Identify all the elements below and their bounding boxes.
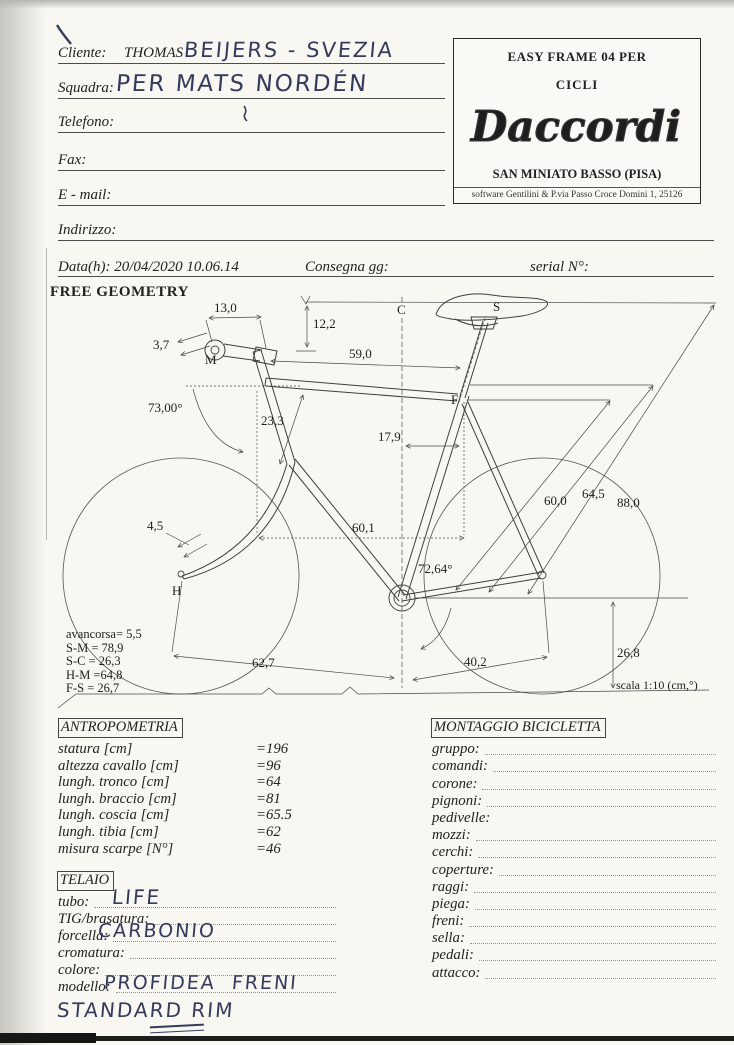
dim-head-angle: 73,00° [148, 400, 183, 415]
antro-value: =65.5 [256, 807, 292, 824]
summary-sc: S-C = 26,3 [66, 654, 121, 668]
summary-avancorsa: avancorsa= 5,5 [66, 627, 142, 641]
montaggio-row-comandi [432, 758, 716, 775]
montaggio-section [431, 718, 721, 981]
saddle [436, 294, 547, 329]
antro-label: altezza cavallo [cm] [58, 757, 179, 774]
dimension-labels [147, 300, 698, 692]
serial-label: serial N°: [530, 259, 589, 275]
field-label: Indirizzo: [58, 222, 117, 238]
telaio-label: colore: [58, 962, 101, 978]
summary-sm: S-M = 78,9 [66, 641, 124, 655]
ground-line [58, 687, 709, 708]
dotted-line [478, 856, 716, 858]
antro-value: =46 [256, 840, 281, 857]
dim-fork-rake: 4,5 [147, 518, 164, 533]
montaggio-label: pedivelle: [432, 809, 491, 826]
montaggio-row-pignoni [432, 793, 716, 810]
scan-bottom-edge-left [0, 1033, 96, 1043]
field-label: Fax: [58, 152, 87, 168]
daccordi-logo [456, 97, 696, 157]
montaggio-label: pedali: [432, 947, 474, 964]
dim-saddle-height: 64,5 [582, 486, 605, 501]
antro-label: lungh. tronco [cm] [58, 774, 170, 791]
handwriting-modello-line2: STANDARD RIM [55, 998, 236, 1022]
dim-saddle-setback: 17,9 [378, 429, 401, 444]
summary-hm: H-M =64,8 [66, 668, 123, 682]
antropometria-rows [58, 741, 338, 857]
antro-value: =96 [256, 757, 281, 774]
antro-value: =62 [256, 823, 281, 840]
antro-row [58, 774, 338, 791]
dim-top-tube: 60,1 [352, 520, 375, 535]
dim-total-diag: 88,0 [617, 495, 640, 510]
antro-row [58, 841, 338, 858]
dim-bar-drop: 12,2 [313, 316, 336, 331]
montaggio-row-sella [432, 930, 716, 947]
summary-fs: F-S = 26,7 [66, 681, 120, 695]
antro-row [58, 741, 338, 758]
montaggio-row-pedali [432, 947, 716, 964]
montaggio-row-pedivelle [432, 810, 716, 827]
antro-label: statura [cm] [58, 741, 133, 757]
scan-bottom-edge [0, 1036, 734, 1041]
scan-top-shadow [0, 0, 734, 9]
date-label: Data(h): 20/04/2020 10.06.14 [58, 259, 239, 275]
dotted-line [495, 823, 716, 824]
dim-head-tube: 23,3 [261, 413, 284, 428]
montaggio-row-freni [432, 913, 716, 930]
dotted-line [479, 959, 716, 961]
dotted-line [130, 957, 336, 959]
antro-value: =64 [256, 774, 281, 791]
point-c: C [397, 302, 406, 317]
handwriting-squadra: PER MATS NORDÉN [114, 71, 370, 97]
field-indirizzo [58, 218, 714, 241]
brand-city: SAN MINIATO BASSO (PISA) [492, 167, 662, 181]
dotted-line [469, 925, 716, 927]
montaggio-row-attacco [432, 964, 716, 981]
montaggio-label: corone: [432, 775, 478, 792]
telaio-label: tubo: [58, 894, 90, 910]
fork [182, 462, 295, 579]
dim-seat-tube: 60,0 [544, 493, 567, 508]
montaggio-row-cerchi [432, 844, 716, 861]
antro-label: lungh. coscia [cm] [58, 807, 170, 824]
antro-label: lungh. braccio [cm] [58, 790, 177, 807]
antro-row [58, 824, 338, 841]
montaggio-rows [432, 741, 716, 982]
antro-row [58, 791, 338, 808]
brand-line2: CICLI [555, 77, 599, 92]
point-s: S [493, 299, 501, 314]
dotted-line [475, 908, 716, 910]
antro-row [58, 807, 338, 824]
point-f: F [451, 392, 459, 407]
antropometria-title: ANTROPOMETRIA [58, 718, 183, 738]
telaio-row-cromatura [58, 945, 336, 962]
antro-value: =196 [256, 741, 289, 757]
scale-note: scala 1:10 (cm,°) [616, 678, 698, 692]
handwriting-modello: PROFIDEA FRENI [103, 972, 299, 994]
antro-row [58, 758, 338, 775]
montaggio-label: gruppo: [432, 741, 480, 758]
montaggio-label: piega: [432, 895, 470, 912]
telaio-title: TELAIO [57, 871, 114, 891]
telaio-label: forcella: [58, 928, 109, 944]
handwriting-tubo: LIFE [110, 885, 163, 909]
montaggio-row-coperture [432, 861, 716, 878]
montaggio-row-raggi [432, 879, 716, 896]
telaio-row-tubo [58, 894, 336, 911]
montaggio-label: sella: [432, 930, 465, 947]
montaggio-label: coperture: [432, 861, 494, 878]
montaggio-title: MONTAGGIO BICICLETTA [431, 718, 606, 738]
dotted-line [485, 977, 716, 979]
montaggio-row-gruppo [432, 741, 716, 758]
montaggio-label: freni: [432, 913, 465, 930]
montaggio-label: attacco: [432, 964, 481, 981]
daccordi-logo-text: Daccordi [470, 102, 682, 151]
montaggio-label: mozzi: [432, 827, 471, 844]
dim-stem-length: 13,0 [214, 300, 237, 315]
telaio-label: TIG/brasatura: [58, 911, 150, 927]
field-telefono [58, 110, 445, 133]
field-email [58, 183, 445, 206]
montaggio-row-mozzi [432, 827, 716, 844]
dim-front-center: 62,7 [252, 655, 275, 670]
dotted-line [487, 805, 716, 807]
dim-saddle-to-bar: 59,0 [349, 346, 372, 361]
antropometria-section [58, 718, 348, 857]
dotted-line [474, 891, 716, 893]
dim-bb-height: 26,8 [617, 645, 640, 660]
antro-label: misura scarpe [N°] [58, 840, 174, 857]
dotted-line [485, 753, 716, 755]
handwriting-forcella: CARBONIO [97, 920, 217, 942]
dotted-line [493, 770, 716, 772]
free-geometry-title: FREE GEOMETRY [50, 284, 189, 300]
montaggio-label: raggi: [432, 878, 469, 895]
dim-spacers: 3,7 [153, 337, 170, 352]
point-m: M [205, 352, 217, 367]
montaggio-row-corone [432, 775, 716, 792]
dim-seat-angle: 72,64° [418, 561, 453, 576]
brand-box [453, 38, 701, 204]
stem [223, 344, 277, 365]
rim-double-underline [150, 1024, 204, 1034]
dim-rear-center: 40,2 [464, 654, 487, 669]
telaio-label: modello: [58, 979, 111, 995]
field-label: Squadra: [58, 80, 114, 96]
geometry-summary [66, 627, 142, 695]
handwriting-cliente: BEIJERS - SVEZIA [182, 38, 396, 62]
field-label: Telefono: [58, 114, 115, 130]
telaio-label: cromatura: [58, 945, 125, 961]
montaggio-label: pignoni: [432, 792, 483, 809]
brand-line1: EASY FRAME 04 PER [507, 49, 647, 64]
field-fax [58, 148, 445, 171]
dotted-line [476, 839, 716, 841]
montaggio-label: comandi: [432, 758, 488, 775]
montaggio-label: cerchi: [432, 844, 474, 861]
printed-value: THOMAS [124, 45, 184, 61]
dotted-line [482, 788, 716, 790]
meta-row [58, 256, 714, 277]
brand-divider [454, 187, 700, 188]
frame-geometry-drawing [40, 282, 734, 712]
antro-value: =81 [256, 790, 281, 807]
brand-software-line: software Gentilini & P.via Passo Croce Domini 1, 25126 [471, 190, 683, 200]
antro-label: lungh. tibia [cm] [58, 823, 159, 840]
montaggio-row-piega [432, 896, 716, 913]
dotted-line [499, 874, 716, 876]
dotted-line [470, 942, 716, 944]
point-h: H [172, 583, 182, 598]
field-label: E - mail: [58, 187, 112, 203]
consegna-label: Consegna gg: [305, 259, 389, 275]
field-label: Cliente: [58, 45, 107, 61]
